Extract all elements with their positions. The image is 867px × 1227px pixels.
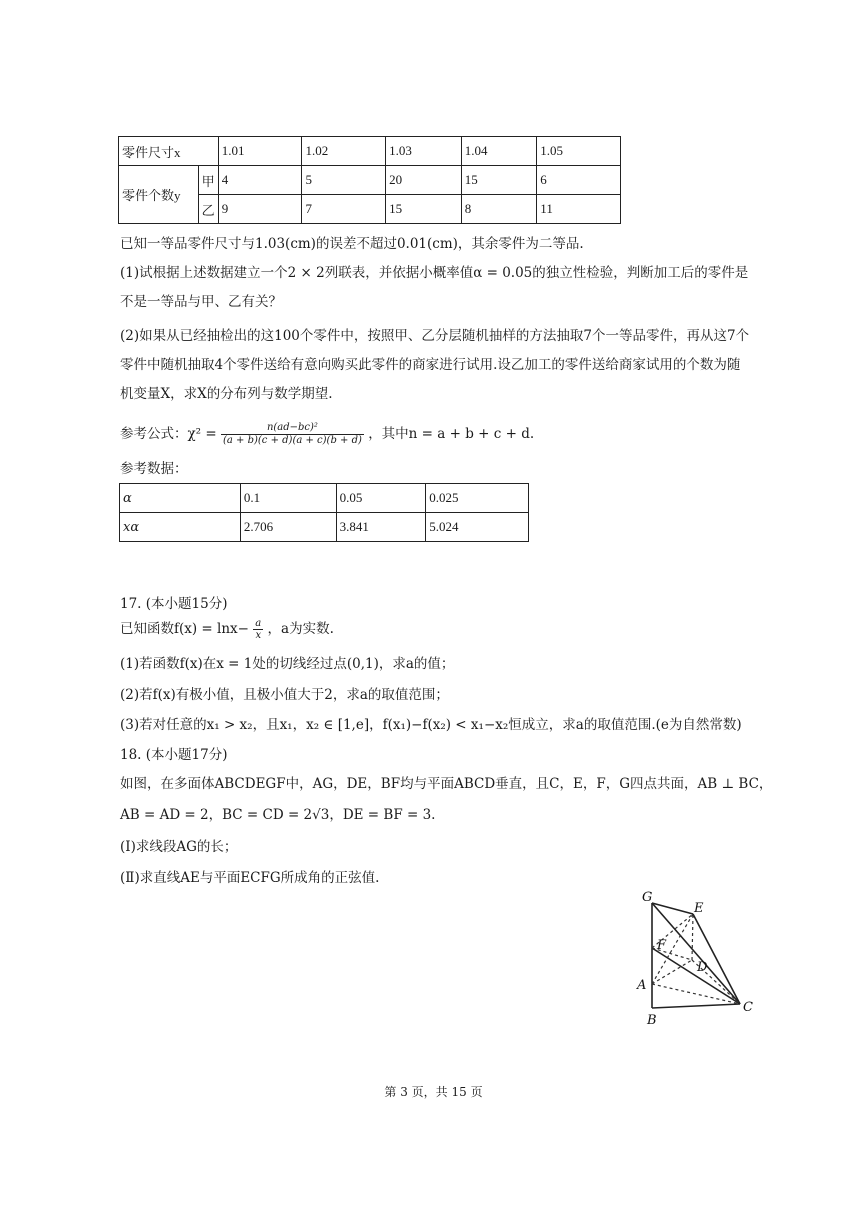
fraction-numerator: a [255, 618, 262, 629]
table-cell: 15 [461, 166, 537, 195]
table-cell: 乙 [198, 195, 218, 224]
table-cell: 1.04 [461, 137, 537, 166]
table-cell: 1.05 [537, 137, 621, 166]
edge-BC [652, 1004, 740, 1008]
table-row [119, 137, 621, 166]
edge-FC [652, 948, 740, 1004]
table-cell: 6 [537, 166, 621, 195]
question-heading: 17. (本小题15分) [120, 596, 228, 612]
chi-square-table [119, 483, 529, 542]
polyhedron-figure [630, 888, 765, 1028]
question-heading: 18. (本小题17分) [120, 747, 228, 763]
table-cell: 20 [386, 166, 462, 195]
paragraph: 不是一等品与甲、乙有关？ [120, 294, 282, 310]
fraction [253, 618, 263, 641]
label-F: F [657, 938, 667, 953]
label-G: G [642, 890, 653, 905]
table-cell: 零件个数y [119, 166, 199, 224]
fraction [221, 422, 364, 447]
paragraph: (Ⅱ)求直线AE与平面ECFG所成角的正弦值. [120, 870, 380, 886]
label-C: C [743, 1000, 753, 1015]
label-A: A [637, 978, 647, 993]
table-cell: 甲 [198, 166, 218, 195]
paragraph: 已知一等品零件尺寸与1.03(cm)的误差不超过0.01(cm)，其余零件为二等品. [120, 236, 584, 252]
paragraph: 机变量X，求X的分布列与数学期望. [120, 386, 333, 402]
fraction-denominator: (a + b)(c + d)(a + c)(b + d) [223, 435, 362, 446]
formula-suffix: ，a为实数. [267, 621, 334, 637]
paragraph: 零件中随机抽取4个零件送给有意向购买此零件的商家进行试用.设乙加工的零件送给商家试用的个数为随 [120, 357, 741, 373]
fraction-denominator: x [255, 630, 262, 641]
label-B: B [647, 1013, 657, 1028]
table-cell: 零件尺寸x [119, 137, 219, 166]
formula-prefix: 已知函数f(x) = lnx− [120, 621, 249, 637]
edge-AD [652, 960, 692, 984]
label-D: D [697, 960, 708, 975]
edge-DE [692, 914, 693, 960]
parts-size-table [118, 136, 621, 224]
table-cell: 1.02 [302, 137, 386, 166]
table-cell: 1.01 [218, 137, 302, 166]
table-cell: 11 [537, 195, 621, 224]
paragraph: (Ⅰ)求线段AG的长； [120, 839, 238, 855]
label-E: E [694, 901, 704, 916]
table-cell: 8 [461, 195, 537, 224]
paragraph: 参考数据： [120, 461, 188, 477]
page-footer: 第 3 页，共 15 页 [384, 1085, 483, 1099]
table-cell: 4 [218, 166, 302, 195]
table-cell: 9 [218, 195, 302, 224]
edge-GE [652, 903, 693, 914]
formula-prefix: 参考公式：χ² = [120, 426, 221, 442]
table-cell: 3.841 [336, 513, 426, 542]
table-cell: xα [120, 513, 241, 542]
fraction-numerator: n(ad−bc)² [221, 422, 364, 435]
table-row [119, 166, 621, 195]
table-row [120, 484, 529, 513]
table-row [120, 513, 529, 542]
table-cell: 5.024 [426, 513, 529, 542]
table-cell: 0.1 [240, 484, 336, 513]
table-cell: 5 [302, 166, 386, 195]
table-cell: α [120, 484, 241, 513]
table-cell: 15 [386, 195, 462, 224]
formula-suffix: ，其中n = a + b + c + d. [368, 426, 535, 442]
table-cell: 0.025 [426, 484, 529, 513]
edge-AC [652, 984, 740, 1004]
formula-line [120, 422, 534, 447]
table-cell: 0.05 [336, 484, 426, 513]
paragraph: 如图，在多面体ABCDEGF中，AG，DE，BF均与平面ABCD垂直，且C，E，F，G四点共面，AB ⊥ BC， [120, 776, 773, 792]
paragraph: (1)试根据上述数据建立一个2 × 2列联表，并依据小概率值α = 0.05的独立性检验，判断加工后的零件是 [120, 265, 749, 281]
paragraph: (3)若对任意的x₁ > x₂，且x₁，x₂ ∈ [1,e]，f(x₁)−f(x₂) < x₁−x₂恒成立，求a的取值范围.(e为自然常数) [120, 717, 742, 733]
table-cell: 7 [302, 195, 386, 224]
paragraph: (2)如果从已经抽检出的这100个零件中，按照甲、乙分层随机抽样的方法抽取7个一等品零件，再从这7个 [120, 328, 750, 344]
paragraph: (1)若函数f(x)在x = 1处的切线经过点(0,1)，求a的值； [120, 656, 455, 672]
paragraph: (2)若f(x)有极小值，且极小值大于2，求a的取值范围； [120, 687, 449, 703]
table-cell: 2.706 [240, 513, 336, 542]
paragraph: AB = AD = 2，BC = CD = 2√3，DE = BF = 3. [120, 807, 436, 823]
formula-line [120, 618, 334, 641]
table-cell: 1.03 [386, 137, 462, 166]
